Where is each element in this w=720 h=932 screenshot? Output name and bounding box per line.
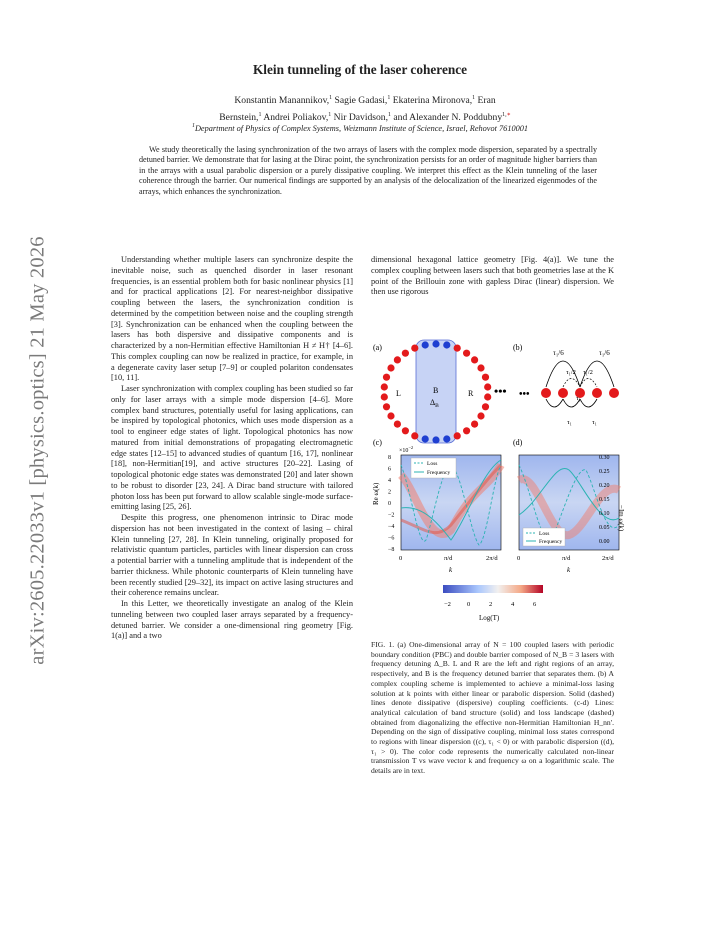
- figure-caption: FIG. 1. (a) One-dimensional array of N = 100 coupled lasers with periodic boundary condition (PBC) and double barrier composed of N_B = 3 lasers with frequency detuning Δ_B. L and R are the left and right regions of an array, respectively, and B is the frequency detuned barrier that separates them. (b) A complex coupling scheme is implemented to achieve a minimal-loss lasing solution at k points with either linear or parabolic dispersion. Solid (dashed) lines denote dissipative (dispersive) coupling coefficients. (c-d) Lines: analytical calculation of band structure (solid) and loss landscape (dashed) obtained from diagonalizing the effective non-Hermitian Hamiltonian H_nn'. Depending on the sign of dissipative coupling, minimal loss states correspond to regions with linear dispersion ((c), τ₁ < 0) or with parabolic dispersion ((d), τ₁ > 0). The color code represents the numerically calculated non-linear transmission T vs wave vector k and frequency ω on a logarithmic scale. The details are in text.: [371, 640, 614, 776]
- laser-dot: [463, 427, 470, 434]
- laser-dot: [422, 435, 429, 442]
- panel-label-d: (d): [513, 438, 523, 447]
- laser-dot: [402, 350, 409, 357]
- ellipsis: •••: [494, 384, 507, 398]
- ring-diagram: [381, 340, 507, 444]
- svg-text:•••: •••: [519, 389, 530, 400]
- laser-dot: [482, 403, 489, 410]
- c-xticks: [399, 555, 498, 562]
- laser-dot: [381, 383, 388, 390]
- d-ytick: 0.25: [599, 469, 610, 475]
- svg-text:Frequency: Frequency: [539, 539, 563, 545]
- colorbar-ticks: [444, 601, 537, 608]
- laser-dot: [432, 340, 439, 347]
- laser-dot: [454, 345, 461, 352]
- tau-label: τ₁/6: [553, 349, 564, 357]
- label-delta-B: $\Delta_B$: [430, 398, 439, 409]
- svg-text:−2: −2: [444, 601, 451, 608]
- tau-label: τ₁/2: [566, 369, 576, 376]
- laser-dot: [411, 345, 418, 352]
- authors: Konstantin Manannikov,$^1$ Sagie Gadasi,$^1$ Ekaterina Mironova,$^1$ Eran Bernstein,$^1$ Andrei Poliakov,$^1$ Nir Davidson,$^1$ and Alexander N. Poddubny$^{1,∗}$: [219, 95, 511, 124]
- figure-1: [371, 340, 625, 630]
- laser-dot: [484, 393, 491, 400]
- exponent: $\times 10^{-2}$: [399, 445, 414, 454]
- svg-text:2π/d: 2π/d: [602, 555, 614, 562]
- paragraph: Laser synchronization with complex coupling has been studied so far only for laser arrays with a simple mode dispersion [4–6]. More complex band structures, potentially useful for lasing applications, can be inspired by topological photonics, which uses mode dispersion as a tool to engineer edge states of light. Topological photonics has now matured from initial demonstrations of propagating electromagnetic edge states [12–15] to advanced studies of quantum [16, 17], nonlinear [18], non-Hermitian[19], and active structures [20–22]. Lasing of topological photonic edge states was demonstrated [20] and later shown to be robust to disorder [23, 24]. A Dirac band structure with tailored photon loss has been put forward to allow scalable single-mode surface-emitting lasing [25, 26].: [111, 384, 353, 512]
- c-ylabel: Re ω(k): [372, 482, 380, 505]
- d-xlabel: k: [567, 566, 571, 574]
- tau-label: τ₁/6: [599, 349, 610, 357]
- c-xlabel: k: [449, 566, 453, 574]
- svg-text:π/d: π/d: [444, 555, 453, 562]
- abstract: We study theoretically the lasing synchronization of the two arrays of lasers with the complex mode dispersion, separated by a spectrally detuned barrier. We demonstrate that for lasing at the Dirac point, the synchronization persists for an order of magnitude higher barriers than in the arrays with a usual parabolic dispersion or a purely dissipative coupling. We interpret this effect as the Klein tunneling of the laser coherence through the barrier. Our numerical findings are supported by an analysis of the delocalization of the linearized eigenmodes of the arrays, which enhances the synchronization.: [139, 145, 597, 196]
- label-R: R: [468, 389, 474, 398]
- left-column: [111, 255, 353, 642]
- c-ytick: 8: [388, 455, 391, 461]
- laser-dot: [482, 374, 489, 381]
- d-xticks: [517, 555, 614, 562]
- laser-dot: [402, 427, 409, 434]
- paragraph: Understanding whether multiple lasers can synchronize despite the inevitable noise, such as quenched disorder in laser resonant frequencies, is an essential problem both for basic nonlinear physics [1] and for practical applications [2]. For nearest-neighbor dissipative coupling between the lasers, the synchronization condition is determined by the competition between noise and the coupling strength [3]. Synchronization can be enhanced when the coupling between the lasers has both dispersive and dissipative components and is characterized by a non-Hermitian effective Hamiltonian H ≠ H† [4–6]. This complex coupling can now be realized in practice, for example, in a degenerate cavity laser setup [7–9] or coupled polariton condensates [10, 11].: [111, 255, 353, 383]
- svg-text:6: 6: [533, 601, 537, 608]
- paragraph: In this Letter, we theoretically investigate an analog of the Klein tunneling between two coupled laser arrays separated by a frequency-detuned barrier. We consider a one-dimensional ring geometry [Fig. 1(a)] and a two: [111, 599, 353, 641]
- laser-dot: [422, 341, 429, 348]
- d-ytick: 0.00: [599, 539, 610, 545]
- colorbar: [443, 585, 543, 593]
- c-ytick: −8: [388, 547, 395, 553]
- tau-label: τ₁: [567, 419, 572, 426]
- svg-text:Loss: Loss: [427, 461, 438, 467]
- paragraph: Despite this progress, one phenomenon intrinsic to Dirac mode dispersion has not been investigated in the context of lasing – chiral Klein tunneling [27, 28]. In Klein tunneling, originally proposed for relativistic quantum particles, particles with linear dispersion can cross a potential barrier with a tunneling amplitude that is independent of the barrier thickness. While photonic counterparts of Klein tunneling have been recently studied [29–32], its impact on active lasing structures and their coherence remains unclear.: [111, 513, 353, 598]
- laser-dot: [394, 421, 401, 428]
- laser-dot: [381, 393, 388, 400]
- panel-label-c: (c): [373, 438, 382, 447]
- label-B: B: [433, 386, 439, 395]
- laser-dot: [471, 356, 478, 363]
- laser-dot: [477, 364, 484, 371]
- arxiv-stamp: [18, 235, 58, 665]
- coupling-scheme: [519, 349, 619, 426]
- c-ytick: −4: [388, 524, 395, 530]
- d-ytick: 0.10: [599, 511, 610, 517]
- laser-dot: [411, 432, 418, 439]
- svg-text:4: 4: [511, 601, 515, 608]
- c-yticks: [388, 455, 394, 553]
- laser-dot: [471, 421, 478, 428]
- laser-dot: [477, 412, 484, 419]
- svg-text:π/d: π/d: [562, 555, 571, 562]
- panel-label-b: (b): [513, 343, 523, 352]
- label-L: L: [396, 389, 401, 398]
- laser-dot: [383, 403, 390, 410]
- c-ytick: 4: [388, 478, 391, 484]
- c-ytick: 2: [388, 489, 391, 496]
- laser-dot: [383, 374, 390, 381]
- d-ylabel: −Im ω(k): [617, 505, 625, 532]
- svg-text:0: 0: [467, 601, 471, 608]
- c-ytick: 6: [388, 466, 391, 473]
- laser-dot: [484, 383, 491, 390]
- svg-text:2: 2: [489, 601, 493, 608]
- laser-dot: [454, 432, 461, 439]
- d-ytick: 0.15: [599, 497, 610, 503]
- c-ytick: −2: [388, 512, 395, 519]
- laser-dot: [394, 356, 401, 363]
- svg-text:Frequency: Frequency: [427, 470, 451, 476]
- c-ytick: −6: [388, 535, 395, 542]
- d-ytick: 0.20: [599, 483, 610, 489]
- c-ytick: 0: [388, 501, 391, 507]
- laser-dot: [387, 364, 394, 371]
- svg-text:0: 0: [399, 555, 403, 562]
- paper-title: Klein tunneling of the laser coherence: [252, 62, 468, 77]
- laser-dot: [443, 341, 450, 348]
- arxiv-id: arXiv:2605.22033v1 [physics.optics] 21 May 2026: [26, 235, 49, 665]
- d-ytick: 0.05: [599, 525, 610, 531]
- laser-dot: [463, 350, 470, 357]
- svg-text:2π/d: 2π/d: [486, 555, 498, 562]
- right-column-text: [371, 255, 614, 298]
- laser-dot: [432, 436, 439, 443]
- panel-label-a: (a): [373, 343, 382, 352]
- svg-text:Loss: Loss: [539, 531, 550, 537]
- d-ytick: 0.30: [599, 455, 610, 461]
- laser-dot: [387, 412, 394, 419]
- tau-label: τ₁/2: [583, 369, 593, 376]
- paragraph: dimensional hexagonal lattice geometry [Fig. 4(a)]. We tune the complex coupling between lasers such that both geometries lase at the K point of the Brillouin zone with gapless Dirac (linear) dispersion. We then use rigorous: [371, 255, 614, 297]
- laser-dot: [443, 435, 450, 442]
- affiliation: $^1$Department of Physics of Complex Systems, Weizmann Institute of Science, Israel, Rehovot 7610001: [191, 123, 529, 133]
- svg-text:0: 0: [517, 555, 521, 562]
- tau-label: τ₁: [592, 419, 597, 426]
- colorbar-label: Log(T): [479, 614, 500, 622]
- tau-label: τ₁: [576, 395, 581, 402]
